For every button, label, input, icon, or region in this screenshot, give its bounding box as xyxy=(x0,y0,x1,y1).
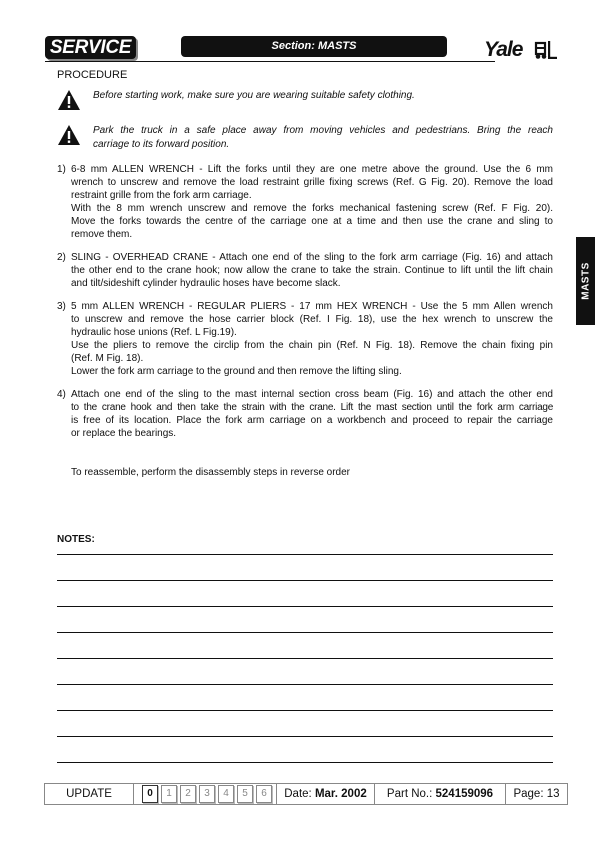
service-badge-label: SERVICE xyxy=(49,37,132,58)
date-cell xyxy=(277,784,375,804)
update-box-5: 5 xyxy=(237,785,253,803)
step-line: wrench to unscrew and remove the load restraint grille fixing screws (Ref. G Fig. 20). Remove the load xyxy=(71,177,553,188)
warning-text xyxy=(57,89,553,103)
note-line xyxy=(57,554,553,555)
step-line: 5 mm ALLEN WRENCH - REGULAR PLIERS - 17 mm HEX WRENCH - Use the 5 mm Allen wrench xyxy=(71,301,553,312)
note-line xyxy=(57,736,553,737)
step-number: 2) xyxy=(57,252,66,263)
step-2 xyxy=(57,251,553,290)
note-line xyxy=(57,658,553,659)
update-box-3: 3 xyxy=(199,785,215,803)
step-line: and tilt/sideshift cylinder hydraulic hoses have become slack. xyxy=(71,278,341,289)
warning-icon xyxy=(57,89,81,111)
page-footer xyxy=(44,783,568,805)
page-label: Page: xyxy=(513,788,544,800)
warning-icon xyxy=(57,124,81,146)
part-number-label: Part No.: xyxy=(386,788,433,800)
step-line: is free of its location. Place the fork arm carriage on a workbench and proceed to repair the carriage xyxy=(71,415,553,426)
notes-heading: NOTES: xyxy=(57,534,95,545)
safety-warning xyxy=(57,89,553,103)
step-line: With the 8 mm wrench unscrew and remove the forks mechanical fastening screw (Ref. F Fig. 20). xyxy=(71,203,553,214)
date-label: Date: xyxy=(284,788,312,800)
update-label: UPDATE xyxy=(45,784,134,804)
header-divider xyxy=(45,61,495,62)
section-side-tab xyxy=(576,237,595,325)
step-1 xyxy=(57,163,553,241)
update-box-4: 4 xyxy=(218,785,234,803)
update-box-2: 2 xyxy=(180,785,196,803)
yale-logo xyxy=(484,38,559,62)
step-line: the other end to the crane hook; now allow the crane to take the strain. Continue to lift until the lift chain xyxy=(71,265,553,276)
step-4 xyxy=(57,388,553,440)
step-line: hydraulic hose unions (Ref. L Fig.19). xyxy=(71,327,237,338)
step-line: or replace the bearings. xyxy=(71,428,177,439)
step-line: restraint grille from the fork arm carriage. xyxy=(71,190,252,201)
step-line: 6-8 mm ALLEN WRENCH - Lift the forks until they are one metre above the ground. Use the 6 mm xyxy=(71,164,553,175)
update-boxes xyxy=(134,784,277,804)
step-line: Lower the fork arm carriage to the ground and then remove the lifting sling. xyxy=(71,366,402,377)
note-line xyxy=(57,710,553,711)
step-line: to unscrew and remove the hose carrier block (Ref. I Fig. 18), use the hex wrench to unscrew the xyxy=(71,314,553,325)
step-3 xyxy=(57,300,553,378)
part-number-cell xyxy=(375,784,506,804)
page-number: 13 xyxy=(546,788,560,800)
warning-line: Before starting work, make sure you are wearing suitable safety clothing. xyxy=(93,90,415,101)
reassemble-note: To reassemble, perform the disassembly steps in reverse order xyxy=(71,467,351,478)
forklift-icon xyxy=(534,41,558,60)
step-line: Move the forks towards the centre of the carriage one at a time and then use the crane and sling to xyxy=(71,216,553,227)
update-box-6: 6 xyxy=(256,785,272,803)
update-box-1: 1 xyxy=(161,785,177,803)
note-line xyxy=(57,580,553,581)
procedure-steps xyxy=(57,163,553,450)
step-number: 4) xyxy=(57,389,66,400)
step-line: Attach one end of the sling to the mast internal section cross beam (Fig. 16) and attach the other end xyxy=(71,389,553,400)
step-line: to the crane hook and then take the strain with the crane. Lift the mast section until the fork arm carriage xyxy=(71,402,553,413)
step-line: (Ref. M Fig. 18). xyxy=(71,353,144,364)
step-number: 3) xyxy=(57,301,66,312)
service-badge xyxy=(45,36,136,59)
step-line: SLING - OVERHEAD CRANE - Attach one end of the sling to the fork arm carriage (Fig. 16) and attach xyxy=(71,252,553,263)
side-tab-label: MASTS xyxy=(580,262,591,300)
update-box-0: 0 xyxy=(142,785,158,803)
date-value: Mar. 2002 xyxy=(314,788,367,800)
step-line: Use the pliers to remove the circlip from the chain pin (Ref. N Fig. 18). Remove the chain fixing pin xyxy=(71,340,553,351)
step-number: 1) xyxy=(57,164,66,175)
safety-warning xyxy=(57,124,553,151)
warning-line: carriage to its forward position. xyxy=(93,138,230,150)
warning-line: Park the truck in a safe place away from moving vehicles and pedestrians. Bring the reach xyxy=(93,125,553,136)
page-cell xyxy=(506,784,567,804)
warning-text xyxy=(57,124,553,151)
logo-wordmark: Yale xyxy=(484,38,523,61)
part-number-value: 524159096 xyxy=(435,788,494,800)
step-line: remove them. xyxy=(71,229,133,240)
procedure-heading: PROCEDURE xyxy=(57,69,128,81)
note-line xyxy=(57,632,553,633)
section-title: Section: MASTS xyxy=(181,36,447,57)
note-line xyxy=(57,606,553,607)
note-line xyxy=(57,762,553,763)
note-line xyxy=(57,684,553,685)
